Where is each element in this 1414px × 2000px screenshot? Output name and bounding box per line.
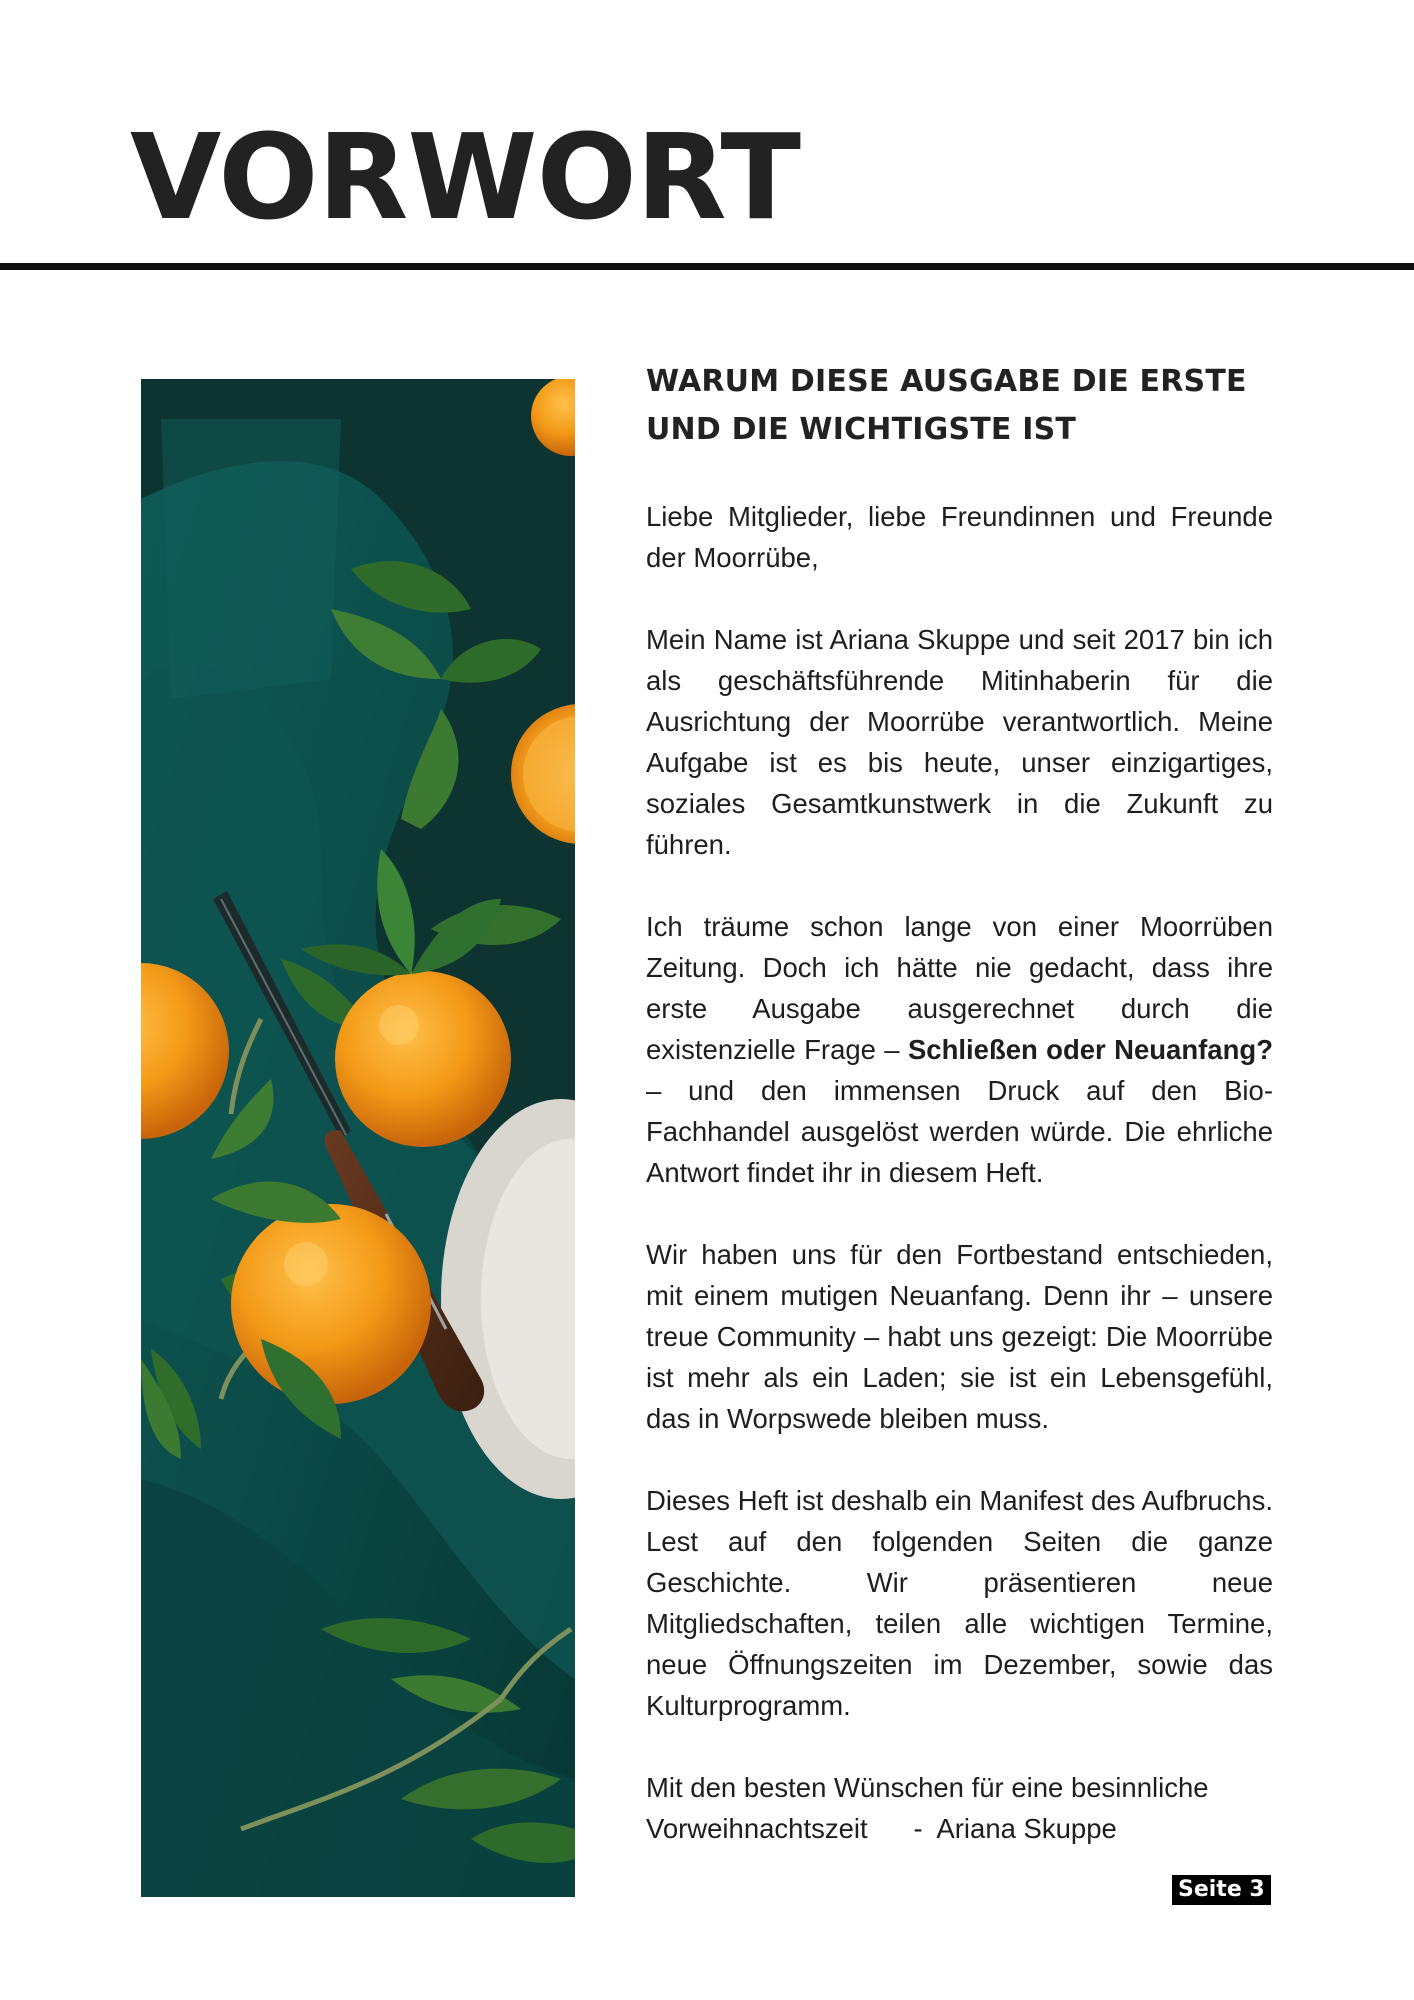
closing-line-1: Mit den besten Wünschen für eine besinnliche [646,1772,1209,1803]
page-title: VORWORT [130,108,800,246]
closing-line-2-signature: Vorweihnachtszeit - Ariana Skuppe [646,1813,1117,1844]
page-number-badge: Seite 3 [1172,1875,1271,1905]
title-divider [0,263,1414,270]
paragraph-dream-end: – und den immensen Druck auf den Bio-Fachhandel ausgelöst werden würde. Die ehrliche Antwort findet ihr in diesem Heft. [646,1075,1273,1188]
article-heading [646,358,1273,454]
greeting-paragraph: Liebe Mitglieder, liebe Freundinnen und Freunde der Moorrübe, [646,501,1273,573]
article-heading-line1: WARUM DIESE AUSGABE DIE ERSTE [646,364,1247,399]
article [646,358,1273,1849]
paragraph-dream-start: Ich träume schon lange von einer Moorrüben Zeitung. Doch ich hätte nie gedacht, dass ihre erste Ausgabe ausgerechnet durch die existenzielle Frage – [646,911,1273,1065]
article-heading-line2: UND DIE WICHTIGSTE IST [646,412,1077,447]
paragraph-intro: Mein Name ist Ariana Skuppe und seit 2017 bin ich als geschäftsführende Mitinhaberin für die Ausrichtung der Moorrübe verantwortlich. Meine Aufgabe ist es bis heute, unser einzigartiges, soziales Gesamtkunstwerk in die Zukunft zu führen. [646,624,1273,860]
paragraph-decision: Wir haben uns für den Fortbestand entschieden, mit einem mutigen Neuanfang. Denn ihr – unsere treue Community – habt uns gezeigt: Die Moorrübe ist mehr als ein Laden; sie ist ein Lebensgefühl, das in Worpswede bleiben muss. [646,1239,1273,1434]
paragraph-dream [646,906,1273,1193]
oranges-photo-icon [141,379,575,1897]
oranges-photo [141,379,575,1897]
question-highlight: Schließen oder Neuanfang? [907,1034,1273,1065]
paragraph-manifest: Dieses Heft ist deshalb ein Manifest des Aufbruchs. Lest auf den folgenden Seiten die ganze Geschichte. Wir präsentieren neue Mitgliedschaften, teilen alle wichtigen Termine, neue Öffnungszeiten im Dezember, sowie das Kulturprogramm. [646,1485,1273,1721]
